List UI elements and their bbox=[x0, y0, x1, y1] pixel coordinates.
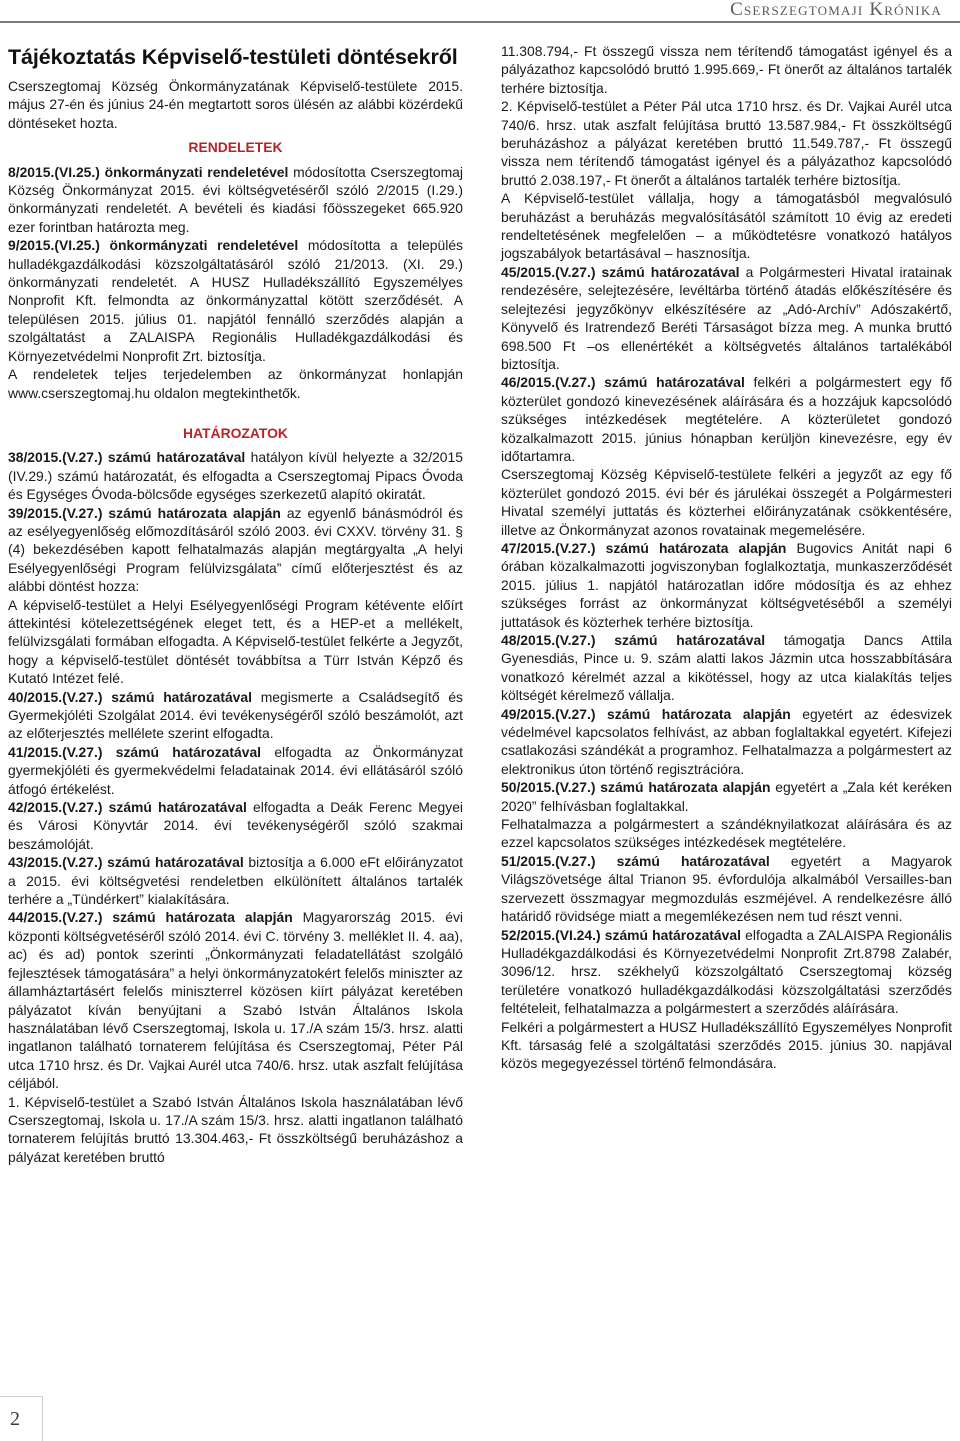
hatarozat-38-text: hatályon kívül helyezte a 32/2015 (IV.29.) számú határozatát, és elfogadta a Cserszegtomaj Pipacs Óvoda és Egységes Óvoda-bölcsőde egységes szerkezetű alapító okiratát. bbox=[8, 449, 463, 503]
hatarozat-44-item-1: 1. Képviselő-testület a Szabó István Általános Iskola használatában lévő Cserszegtomaj, Iskola u. 17./A szám 15/3. hrsz. alatti ingatlanon található tornaterem felújítás bruttó 13.304.463,- Ft összköltségű beruházáshoz a pályázat keretében bruttó bbox=[8, 1093, 463, 1165]
hatarozat-40-number: 40/2015.(V.27.) számú határozatával bbox=[8, 688, 252, 705]
hatarozat-43-text: biztosítja a 6.000 eFt előirányzatot a 2015. évi költségvetési rendeletben elkülönített általános tartalék terhére a „Tündérkert” kialakítására. bbox=[8, 854, 463, 908]
hatarozat-46-number: 46/2015.(V.27.) számú határozatával bbox=[501, 374, 745, 391]
hatarozat-44-text: Magyarország 2015. évi központi költségvetéséről szóló 2014. évi C. törvény 3. melléklet II. 4. aa), ac) és ad) pontok szerinti „Önkormányzati feladatellátást szolgáló fejlesztések támogatására” a helyi önkormányzatokért felelős miniszter az államháztartásért felelős miniszterrel közösen kiírt pályázat keretében pályázatot kíván benyújtani a Szabó István Általános Iskola használatában lévő Cserszegtomaj, Iskola u. 17./A szám 15/3. hrsz. alatti ingatlanon található tornaterem felújítása és Cserszegtomaj, Péter Pál utca 1710 hrsz. és Dr. Vajkai Aurél utca 740/6. hrsz. utak aszfalt felújítása céljából. bbox=[8, 909, 463, 1092]
hatarozat-38 bbox=[8, 448, 463, 503]
hatarozat-46-continued: Cserszegtomaj Község Képviselő-testülete felkéri a jegyzőt az egy fő közterület gondozó 2015. évi bér és járulékai összegét a Polgármesteri Hivatal személyi juttatás és közterhei előirányzatának csökkentésére, illetve az Önkormányzat azonos rovatainak megemelésére. bbox=[501, 466, 952, 538]
hatarozat-49-number: 49/2015.(V.27.) számú határozata alapján bbox=[501, 705, 791, 722]
hatarozat-42 bbox=[8, 798, 463, 853]
hatarozat-46-text: felkéri a polgármestert egy fő közterület gondozó kinevezésének aláírására és a hozzájuk kapcsolódó szükséges intézkedések megtételére. A közterületet gondozó közalkalmazott 2015. június hónapban kerüljön kinevezésre, egy év időtartamra. bbox=[501, 374, 952, 464]
hatarozat-45 bbox=[501, 263, 952, 373]
hatarozat-44 bbox=[8, 908, 463, 1092]
hatarozat-44-number: 44/2015.(V.27.) számú határozata alapján bbox=[8, 909, 293, 926]
hatarozat-40 bbox=[8, 688, 463, 743]
rendelet-8-text: módosította Cserszegtomaj Község Önkormányzat 2015. évi költségvetéséről szóló 2/2015 (I.29.) önkormányzati rendeletét. A bevételi és kiadási főösszegeket 665.920 ezer forintban határozta meg. bbox=[8, 163, 463, 235]
hatarozat-41 bbox=[8, 743, 463, 798]
hatarozat-44-item-2: 2. Képviselő-testület a Péter Pál utca 1710 hrsz. és Dr. Vajkai Aurél utca 740/6. hrsz. utak aszfalt felújítása bruttó 13.587.984,- Ft összköltségű beruházáshoz a pályázat keretében bruttó 11.549.787,- Ft összegű vissza nem térítendő támogatást igényel és a pályázathoz kapcsolódó bruttó 2.038.197,- Ft önerőt a általános tartalék terhére biztosítja. bbox=[501, 98, 952, 188]
header-rule bbox=[0, 21, 960, 23]
hatarozat-51-number: 51/2015.(V.27.) számú határozatával bbox=[501, 852, 770, 869]
rendelet-9-text: módosította a település hulladékgazdálkodási közszolgáltatásáról szóló 21/2013. (XI. 29.) önkormányzati rendeletét. A HUSZ Hulladékszállító Egyszemélyes Nonprofit Kft. felmondta az önkormányzattal kötött szerződését. A településen 2015. július 01. napjától fennálló szerződés alapján a szolgáltatást a ZALAISPA Regionális Hulladékgazdálkodási és Környezetvédelmi Nonprofit Zrt. biztosítja. bbox=[8, 237, 463, 364]
hatarozat-50-number: 50/2015.(V.27.) számú határozata alapján bbox=[501, 779, 771, 796]
hatarozat-39 bbox=[8, 504, 463, 596]
hatarozat-52 bbox=[501, 926, 952, 1018]
page-header bbox=[0, 0, 960, 24]
hatarozat-43-number: 43/2015.(V.27.) számú határozatával bbox=[8, 854, 244, 871]
hatarozat-47 bbox=[501, 539, 952, 631]
hatarozat-38-number: 38/2015.(V.27.) számú határozatával bbox=[8, 449, 246, 466]
hatarozat-49 bbox=[501, 705, 952, 779]
hatarozat-49-text: egyetért az édesvizek védelmével kapcsolatos felhívást, az abban foglaltakkal egyetért. Kifejezi csatlakozási szándékát a programhoz. Felhatalmazza a polgármestert az elektronikus úton történő regisztrációra. bbox=[501, 705, 952, 777]
hatarozat-41-number: 41/2015.(V.27.) számú határozatával bbox=[8, 743, 262, 760]
hatarozat-48-text: támogatja Dancs Attila Gyenesdiás, Pince u. 9. szám alatti lakos Jázmin utca hosszabbítására vonatkozó kérelmét azzal a kikötéssel, hogy az utca kialakítás teljes költségét kérelmező vállalja. bbox=[501, 632, 952, 704]
hatarozat-39-number: 39/2015.(V.27.) számú határozata alapján bbox=[8, 504, 281, 521]
hatarozat-47-text: Bugovics Anitát napi 6 órában közalkalmazotti jogviszonyban foglalkoztatja, munkaszerződését 2015. július 1. napjától határozatlan időre módosítja és az ehhez szükséges forrást az önkormányzat költségvetéséből a személyi juttatások és közterhek terhére biztosítja. bbox=[501, 539, 952, 630]
hatarozatok-heading: HATÁROZATOK bbox=[183, 424, 288, 441]
publication-title: Cserszegtomaji Krónika bbox=[720, 0, 942, 21]
hatarozat-39-text: az egyenlő bánásmódról és az esélyegyenlőség előmozdításáról szóló 2003. évi CXXV. törvény 31. § (4) bekezdésében kapott felhatalmazás alapján megtárgyalta „A helyi Esélyegyenlőségi Program felülvizsgálata” című előterjesztést és az alábbi döntést hozza: bbox=[8, 504, 463, 595]
hatarozat-48-number: 48/2015.(V.27.) számú határozatával bbox=[501, 632, 766, 648]
article-title: Tájékoztatás Képviselő-testületi döntésekről bbox=[8, 45, 458, 69]
page-number: 2 bbox=[10, 1408, 20, 1430]
hatarozat-50-text: egyetért a „Zala két keréken 2020” felhívásban foglaltakkal. bbox=[501, 779, 952, 814]
hatarozat-41-text: elfogadta az Önkormányzat gyermekjóléti és gyermekvédelmi feladatainak 2014. évi ellátásáról szóló átfogó értékelést. bbox=[8, 743, 464, 797]
hatarozat-43 bbox=[8, 853, 463, 908]
intro-paragraph: Cserszegtomaj Község Önkormányzatának Képviselő-testülete 2015. május 27-én és június 24-én megtartott soros ülésén az alábbi közérdekű döntéseket hozta. bbox=[8, 78, 463, 131]
hatarozat-51-text: egyetért a Magyarok Világszövetsége által Trianon 95. évfordulója alkalmából Versailles-ban szervezett összmagyar megmozdulás eszméjével. A rendelkezésre álló határidő rövidsége miatt a megemlékezésen nem tud részt venni. bbox=[501, 852, 952, 925]
rendelet-9-number: 9/2015.(VI.25.) önkormányzati rendeletével bbox=[8, 237, 299, 254]
rendelet-9 bbox=[8, 236, 463, 365]
hatarozat-44-commitment: A Képviselő-testület vállalja, hogy a támogatásból megvalósuló beruházást a beruházás megvalósításától számított 10 évig az eredeti rendeltetésének megfelelően – a működtetésre vonatkozó hatályos jogszabályok betartásával – hasznosítja. bbox=[501, 190, 952, 262]
hatarozat-52-continued: Felkéri a polgármestert a HUSZ Hulladékszállító Egyszemélyes Nonprofit Kft. társaság felé a szolgáltatási szerződés 2015. június 30. napjával közös megegyezéssel történő felmondására. bbox=[501, 1018, 952, 1072]
rendeletek-note: A rendeletek teljes terjedelemben az önkormányzat honlapján www.cserszegtomaj.hu oldalon megtekinthetők. bbox=[8, 366, 463, 401]
hatarozat-50-continued: Felhatalmazza a polgármestert a szándéknyilatkozat aláírására és az ezzel kapcsolatos szükséges intézkedések megtételére. bbox=[501, 816, 952, 851]
hatarozat-42-number: 42/2015.(V.27.) számú határozatával bbox=[8, 799, 247, 816]
hatarozat-50 bbox=[501, 778, 952, 815]
right-column bbox=[501, 42, 952, 1073]
hatarozat-42-text: elfogadta a Deák Ferenc Megyei és Városi Könyvtár 2014. évi tevékenységéről szóló szakmai beszámolóját. bbox=[8, 799, 463, 852]
rendelet-8 bbox=[8, 163, 463, 237]
hatarozat-45-text: a Polgármesteri Hivatal iratainak rendezésére, selejtezésére, levéltárba történő átadás előkészítésére és selejtezési jegyzőkönyv elkészítésére az „Adó-Archív” Adószakértő, Könyvelő és Iratrendező Beréti Társaságot bízza meg. A munka bruttó 698.500 Ft –os ellenértékét a költségvetés általános tartalékából biztosítja. bbox=[501, 263, 952, 372]
hatarozat-47-number: 47/2015.(V.27.) számú határozata alapján bbox=[501, 539, 787, 556]
hatarozat-45-number: 45/2015.(V.27.) számú határozatával bbox=[501, 263, 740, 280]
hatarozat-39-continued: A képviselő-testület a Helyi Esélyegyenlőségi Program kétévente előírt áttekintési kötelezettségének eleget tett, és a HEP-et a mellékelt, felülvizsgálati formában elfogadta. A Képviselő-testület felkérte a Jegyzőt, hogy a képviselő-testület döntését továbbítsa a Türr István Képző és Kutató Intézet felé. bbox=[8, 596, 463, 687]
hatarozat-48 bbox=[501, 631, 952, 705]
hatarozat-44-item-1-continued: 11.308.794,- Ft összegű vissza nem térítendő támogatást igényel és a pályázathoz kapcsolódó bruttó 1.995.669,- Ft önerőt az általános tartalék terhére biztosítja. bbox=[501, 43, 952, 96]
hatarozat-52-text: elfogadta a ZALAISPA Regionális Hulladékgazdálkodási és Környezetvédelmi Nonprofit Zrt.8798 Zalabér, 3096/12. hrsz. székhelyű közszolgáltató Cserszegtomaj község területére vonatkozó hulladékgazdálkodási közszolgáltatási szerződés feltételeit, felhatalmazza a polgármestert a szerződés aláírására. bbox=[501, 926, 952, 1017]
rendelet-8-number: 8/2015.(VI.25.) önkormányzati rendeletével bbox=[8, 163, 289, 180]
hatarozat-51 bbox=[501, 852, 952, 926]
hatarozat-46 bbox=[501, 373, 952, 465]
left-column bbox=[8, 40, 463, 1166]
rendeletek-heading: RENDELETEK bbox=[188, 139, 283, 156]
hatarozat-52-number: 52/2015.(VI.24.) számú határozatával bbox=[501, 926, 741, 943]
hatarozat-40-text: megismerte a Családsegítő és Gyermekjóléti Szolgálat 2014. évi tevékenységéről szóló beszámolót, azt az előterjesztés mellélete szerint elfogadta. bbox=[8, 688, 463, 742]
